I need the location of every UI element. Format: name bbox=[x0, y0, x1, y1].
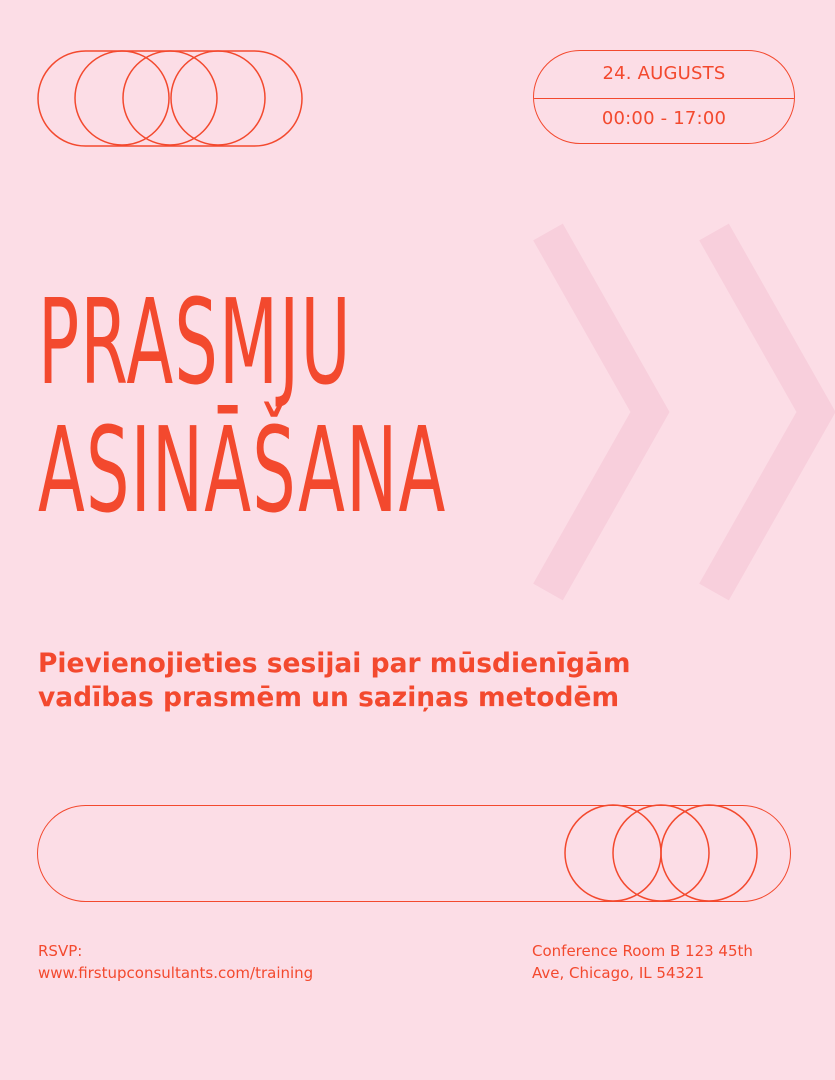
event-date: 24. AUGUSTS bbox=[602, 63, 726, 84]
rsvp-block bbox=[38, 940, 313, 984]
address-line-2: Ave, Chicago, IL 54321 bbox=[532, 964, 705, 982]
address-block bbox=[532, 940, 753, 984]
title-line-2: ASINĀŠANA bbox=[38, 401, 447, 539]
subtitle-line-2: vadības prasmēm un saziņas metodēm bbox=[38, 682, 620, 713]
subtitle-line-1: Pievienojieties sesijai par mūsdienīgām bbox=[38, 648, 631, 679]
event-time: 00:00 - 17:00 bbox=[601, 108, 727, 129]
rsvp-label: RSVP: bbox=[38, 942, 83, 960]
rsvp-link[interactable]: www.firstupconsultants.com/training bbox=[38, 964, 314, 982]
title-line-1: PRASMJU bbox=[38, 273, 352, 411]
address-line-1: Conference Room B 123 45th bbox=[532, 942, 753, 960]
